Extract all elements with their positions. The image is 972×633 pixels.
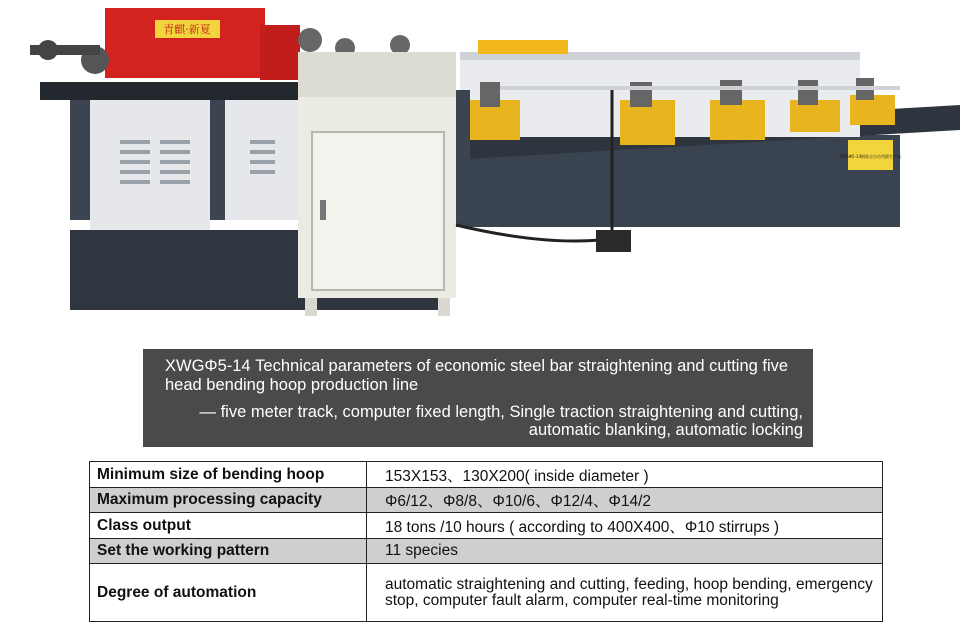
spec-label: Degree of automation: [90, 564, 367, 622]
gearbox-plate-text: 青麒·新夏: [163, 23, 211, 36]
track-label-text: XWGΦ5-14钢筋全自动弯箍生产线: [838, 154, 902, 159]
table-row: [90, 462, 883, 488]
red-gearbox: [105, 8, 265, 78]
title-banner: [143, 349, 813, 447]
spec-value: 153X153、130X200( inside diameter ): [367, 462, 883, 488]
spec-table: [89, 461, 883, 622]
spec-label: Class output: [90, 513, 367, 539]
spec-value: Φ6/12、Φ8/8、Φ10/6、Φ12/4、Φ14/2: [367, 488, 883, 513]
spec-value: 11 species: [367, 539, 883, 564]
spec-value: automatic straightening and cutting, feeding, hoop bending, emergency stop, computer fault alarm, computer real-time monitoring: [367, 564, 883, 622]
spec-label: Maximum processing capacity: [90, 488, 367, 513]
spec-label: Set the working pattern: [90, 539, 367, 564]
spec-value: 18 tons /10 hours ( according to 400X400、Φ10 stirrups ): [367, 513, 883, 539]
spec-label: Minimum size of bending hoop: [90, 462, 367, 488]
banner-subtitle: — five meter track, computer fixed length, Single traction straightening and cutting, automatic blanking, automatic locking: [199, 403, 803, 439]
table-row: [90, 488, 883, 513]
foot-pedal: [596, 230, 631, 252]
table-row: [90, 564, 883, 622]
table-row: [90, 513, 883, 539]
banner-title: XWGΦ5-14 Technical parameters of economic steel bar straightening and cutting five head bending hoop production line: [165, 357, 789, 394]
table-row: [90, 539, 883, 564]
